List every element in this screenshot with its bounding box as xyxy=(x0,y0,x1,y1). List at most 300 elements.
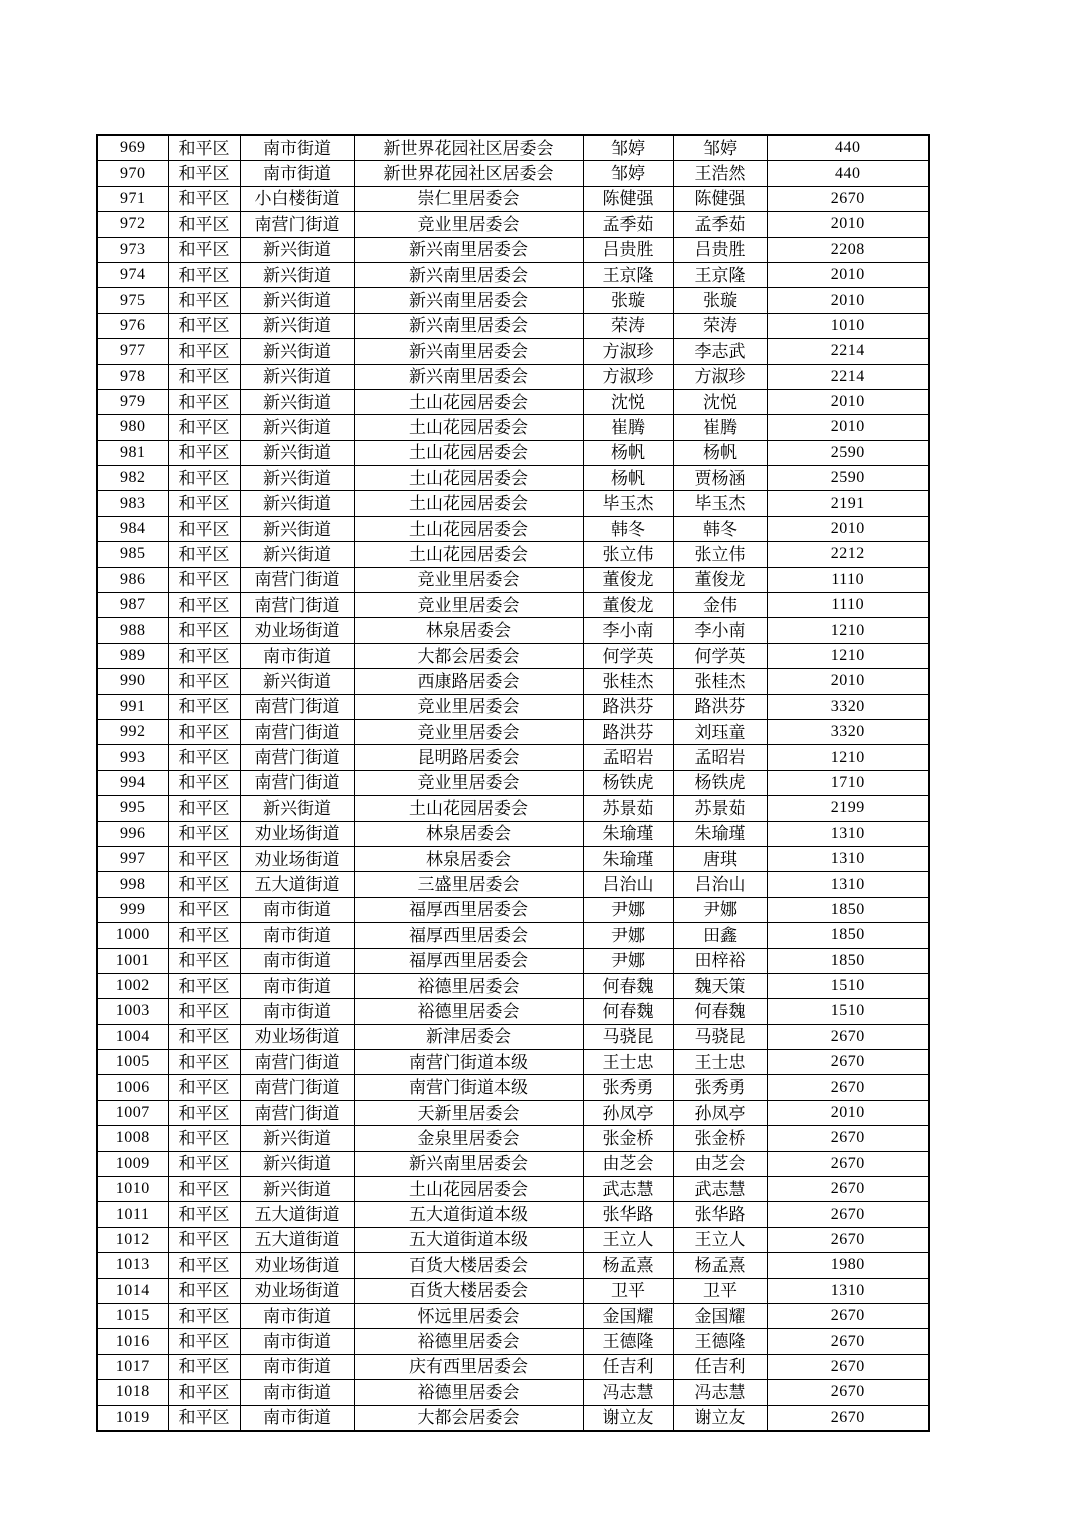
cell-street: 南营门街道 xyxy=(240,770,354,795)
cell-name1: 张金桥 xyxy=(583,1126,673,1151)
cell-street: 南市街道 xyxy=(240,948,354,973)
cell-amount: 1980 xyxy=(767,1253,929,1278)
table-row xyxy=(97,1405,929,1431)
table-row xyxy=(97,694,929,719)
cell-committee: 土山花园居委会 xyxy=(354,389,583,414)
cell-seq: 990 xyxy=(97,669,168,694)
cell-street: 新兴街道 xyxy=(240,389,354,414)
cell-district: 和平区 xyxy=(168,237,240,262)
cell-name2: 朱瑜瑾 xyxy=(673,821,767,846)
cell-street: 劝业场街道 xyxy=(240,846,354,871)
cell-name2: 何学英 xyxy=(673,643,767,668)
cell-seq: 1001 xyxy=(97,948,168,973)
table-row xyxy=(97,1202,929,1227)
cell-name2: 任吉利 xyxy=(673,1354,767,1379)
cell-street: 南市街道 xyxy=(240,135,354,161)
cell-name1: 杨帆 xyxy=(583,466,673,491)
cell-name2: 张桂杰 xyxy=(673,669,767,694)
cell-district: 和平区 xyxy=(168,1278,240,1303)
cell-name2: 谢立友 xyxy=(673,1405,767,1431)
cell-district: 和平区 xyxy=(168,745,240,770)
table-row xyxy=(97,1151,929,1176)
cell-name1: 任吉利 xyxy=(583,1354,673,1379)
cell-amount: 2670 xyxy=(767,1050,929,1075)
table-row xyxy=(97,1024,929,1049)
cell-amount: 2590 xyxy=(767,440,929,465)
cell-seq: 985 xyxy=(97,542,168,567)
cell-amount: 1210 xyxy=(767,618,929,643)
cell-name2: 孟季茹 xyxy=(673,212,767,237)
cell-district: 和平区 xyxy=(168,999,240,1024)
cell-committee: 大都会居委会 xyxy=(354,643,583,668)
table-row xyxy=(97,440,929,465)
cell-name1: 杨帆 xyxy=(583,440,673,465)
cell-street: 劝业场街道 xyxy=(240,618,354,643)
table-row xyxy=(97,1227,929,1252)
cell-committee: 裕德里居委会 xyxy=(354,1329,583,1354)
cell-name1: 尹娜 xyxy=(583,923,673,948)
cell-name2: 张立伟 xyxy=(673,542,767,567)
cell-amount: 2212 xyxy=(767,542,929,567)
cell-amount: 2214 xyxy=(767,364,929,389)
cell-street: 劝业场街道 xyxy=(240,1024,354,1049)
cell-name1: 王士忠 xyxy=(583,1050,673,1075)
cell-district: 和平区 xyxy=(168,948,240,973)
cell-street: 南市街道 xyxy=(240,973,354,998)
cell-amount: 2670 xyxy=(767,1303,929,1328)
cell-name2: 董俊龙 xyxy=(673,567,767,592)
cell-name1: 韩冬 xyxy=(583,516,673,541)
cell-name2: 冯志慧 xyxy=(673,1380,767,1405)
cell-committee: 昆明路居委会 xyxy=(354,745,583,770)
table-row xyxy=(97,389,929,414)
cell-name2: 邹婷 xyxy=(673,135,767,161)
cell-amount: 440 xyxy=(767,161,929,186)
cell-district: 和平区 xyxy=(168,313,240,338)
cell-amount: 1510 xyxy=(767,999,929,1024)
cell-committee: 林泉居委会 xyxy=(354,821,583,846)
cell-district: 和平区 xyxy=(168,542,240,567)
cell-amount: 3320 xyxy=(767,694,929,719)
cell-street: 南营门街道 xyxy=(240,1050,354,1075)
cell-district: 和平区 xyxy=(168,1024,240,1049)
cell-amount: 1310 xyxy=(767,846,929,871)
cell-seq: 1010 xyxy=(97,1177,168,1202)
cell-district: 和平区 xyxy=(168,694,240,719)
cell-seq: 993 xyxy=(97,745,168,770)
table-row xyxy=(97,313,929,338)
table-row xyxy=(97,897,929,922)
cell-committee: 新津居委会 xyxy=(354,1024,583,1049)
cell-seq: 969 xyxy=(97,135,168,161)
table-row xyxy=(97,491,929,516)
cell-seq: 984 xyxy=(97,516,168,541)
cell-seq: 996 xyxy=(97,821,168,846)
cell-name2: 张金桥 xyxy=(673,1126,767,1151)
cell-street: 新兴街道 xyxy=(240,1177,354,1202)
cell-committee: 怀远里居委会 xyxy=(354,1303,583,1328)
cell-name2: 路洪芬 xyxy=(673,694,767,719)
cell-street: 南营门街道 xyxy=(240,745,354,770)
cell-committee: 林泉居委会 xyxy=(354,846,583,871)
cell-street: 新兴街道 xyxy=(240,516,354,541)
cell-committee: 土山花园居委会 xyxy=(354,415,583,440)
cell-seq: 987 xyxy=(97,593,168,618)
cell-seq: 979 xyxy=(97,389,168,414)
cell-committee: 五大道街道本级 xyxy=(354,1202,583,1227)
cell-street: 南市街道 xyxy=(240,897,354,922)
cell-committee: 新世界花园社区居委会 xyxy=(354,161,583,186)
cell-name1: 吕贵胜 xyxy=(583,237,673,262)
table-row xyxy=(97,161,929,186)
cell-district: 和平区 xyxy=(168,1227,240,1252)
cell-name2: 唐琪 xyxy=(673,846,767,871)
table-row xyxy=(97,1253,929,1278)
table-row xyxy=(97,719,929,744)
cell-committee: 土山花园居委会 xyxy=(354,516,583,541)
cell-name2: 刘珏童 xyxy=(673,719,767,744)
cell-amount: 2670 xyxy=(767,1075,929,1100)
cell-street: 新兴街道 xyxy=(240,491,354,516)
cell-name2: 金国耀 xyxy=(673,1303,767,1328)
cell-district: 和平区 xyxy=(168,719,240,744)
cell-district: 和平区 xyxy=(168,262,240,287)
cell-name1: 荣涛 xyxy=(583,313,673,338)
cell-amount: 2590 xyxy=(767,466,929,491)
cell-seq: 1002 xyxy=(97,973,168,998)
cell-seq: 989 xyxy=(97,643,168,668)
cell-seq: 995 xyxy=(97,796,168,821)
cell-district: 和平区 xyxy=(168,288,240,313)
cell-committee: 金泉里居委会 xyxy=(354,1126,583,1151)
cell-amount: 2670 xyxy=(767,1380,929,1405)
cell-name2: 尹娜 xyxy=(673,897,767,922)
cell-seq: 992 xyxy=(97,719,168,744)
cell-seq: 988 xyxy=(97,618,168,643)
cell-name1: 方淑珍 xyxy=(583,339,673,364)
table-row xyxy=(97,948,929,973)
cell-name2: 王士忠 xyxy=(673,1050,767,1075)
cell-seq: 998 xyxy=(97,872,168,897)
table-row xyxy=(97,1354,929,1379)
cell-committee: 三盛里居委会 xyxy=(354,872,583,897)
table-row xyxy=(97,973,929,998)
cell-street: 南市街道 xyxy=(240,1303,354,1328)
cell-amount: 1210 xyxy=(767,643,929,668)
cell-street: 新兴街道 xyxy=(240,364,354,389)
cell-amount: 2010 xyxy=(767,262,929,287)
cell-district: 和平区 xyxy=(168,1405,240,1431)
cell-name2: 李志武 xyxy=(673,339,767,364)
cell-amount: 1310 xyxy=(767,1278,929,1303)
cell-name1: 由芝会 xyxy=(583,1151,673,1176)
cell-street: 新兴街道 xyxy=(240,288,354,313)
cell-name1: 沈悦 xyxy=(583,389,673,414)
cell-amount: 2010 xyxy=(767,516,929,541)
table-row xyxy=(97,1380,929,1405)
residents-table xyxy=(96,134,930,1432)
cell-street: 南营门街道 xyxy=(240,1100,354,1125)
cell-name1: 马骁昆 xyxy=(583,1024,673,1049)
cell-amount: 1710 xyxy=(767,770,929,795)
cell-committee: 竞业里居委会 xyxy=(354,719,583,744)
cell-district: 和平区 xyxy=(168,1253,240,1278)
cell-street: 劝业场街道 xyxy=(240,1253,354,1278)
cell-district: 和平区 xyxy=(168,1303,240,1328)
cell-name2: 崔腾 xyxy=(673,415,767,440)
cell-district: 和平区 xyxy=(168,415,240,440)
cell-street: 劝业场街道 xyxy=(240,821,354,846)
cell-committee: 南营门街道本级 xyxy=(354,1050,583,1075)
cell-district: 和平区 xyxy=(168,796,240,821)
cell-district: 和平区 xyxy=(168,516,240,541)
cell-name1: 何春魏 xyxy=(583,973,673,998)
cell-name2: 孟昭岩 xyxy=(673,745,767,770)
cell-name1: 何春魏 xyxy=(583,999,673,1024)
cell-district: 和平区 xyxy=(168,491,240,516)
cell-amount: 2670 xyxy=(767,1024,929,1049)
cell-street: 五大道街道 xyxy=(240,1202,354,1227)
cell-district: 和平区 xyxy=(168,567,240,592)
cell-name1: 邹婷 xyxy=(583,135,673,161)
cell-committee: 新世界花园社区居委会 xyxy=(354,135,583,161)
cell-street: 南市街道 xyxy=(240,1354,354,1379)
cell-street: 新兴街道 xyxy=(240,237,354,262)
cell-name1: 方淑珍 xyxy=(583,364,673,389)
cell-name1: 朱瑜瑾 xyxy=(583,846,673,871)
cell-district: 和平区 xyxy=(168,161,240,186)
cell-committee: 土山花园居委会 xyxy=(354,796,583,821)
cell-name2: 卫平 xyxy=(673,1278,767,1303)
table-row xyxy=(97,1177,929,1202)
cell-district: 和平区 xyxy=(168,1100,240,1125)
cell-committee: 新兴南里居委会 xyxy=(354,1151,583,1176)
cell-name1: 张立伟 xyxy=(583,542,673,567)
cell-street: 南市街道 xyxy=(240,923,354,948)
cell-district: 和平区 xyxy=(168,821,240,846)
cell-street: 南市街道 xyxy=(240,1329,354,1354)
cell-street: 五大道街道 xyxy=(240,872,354,897)
cell-seq: 1009 xyxy=(97,1151,168,1176)
cell-amount: 1510 xyxy=(767,973,929,998)
cell-committee: 竞业里居委会 xyxy=(354,593,583,618)
cell-name2: 杨帆 xyxy=(673,440,767,465)
table-row xyxy=(97,212,929,237)
cell-amount: 1010 xyxy=(767,313,929,338)
cell-street: 新兴街道 xyxy=(240,1151,354,1176)
cell-name1: 卫平 xyxy=(583,1278,673,1303)
cell-seq: 1000 xyxy=(97,923,168,948)
cell-seq: 980 xyxy=(97,415,168,440)
cell-name1: 尹娜 xyxy=(583,897,673,922)
cell-name1: 董俊龙 xyxy=(583,593,673,618)
cell-seq: 1015 xyxy=(97,1303,168,1328)
cell-name1: 董俊龙 xyxy=(583,567,673,592)
cell-street: 南市街道 xyxy=(240,1380,354,1405)
table-row xyxy=(97,186,929,211)
cell-name2: 王德隆 xyxy=(673,1329,767,1354)
cell-amount: 2010 xyxy=(767,669,929,694)
cell-seq: 973 xyxy=(97,237,168,262)
cell-amount: 1110 xyxy=(767,567,929,592)
table-row xyxy=(97,999,929,1024)
cell-street: 新兴街道 xyxy=(240,796,354,821)
cell-district: 和平区 xyxy=(168,212,240,237)
table-row xyxy=(97,1329,929,1354)
cell-committee: 新兴南里居委会 xyxy=(354,237,583,262)
cell-name1: 张秀勇 xyxy=(583,1075,673,1100)
cell-street: 南营门街道 xyxy=(240,694,354,719)
cell-amount: 1850 xyxy=(767,948,929,973)
cell-seq: 976 xyxy=(97,313,168,338)
cell-committee: 百货大楼居委会 xyxy=(354,1253,583,1278)
table-row xyxy=(97,364,929,389)
cell-amount: 2214 xyxy=(767,339,929,364)
cell-seq: 1014 xyxy=(97,1278,168,1303)
cell-committee: 福厚西里居委会 xyxy=(354,948,583,973)
cell-amount: 2208 xyxy=(767,237,929,262)
table-row xyxy=(97,593,929,618)
cell-seq: 974 xyxy=(97,262,168,287)
cell-district: 和平区 xyxy=(168,1202,240,1227)
cell-name1: 王德隆 xyxy=(583,1329,673,1354)
cell-committee: 庆有西里居委会 xyxy=(354,1354,583,1379)
cell-name2: 马骁昆 xyxy=(673,1024,767,1049)
cell-district: 和平区 xyxy=(168,466,240,491)
cell-name1: 张璇 xyxy=(583,288,673,313)
cell-seq: 986 xyxy=(97,567,168,592)
cell-name1: 张桂杰 xyxy=(583,669,673,694)
cell-seq: 970 xyxy=(97,161,168,186)
cell-street: 南市街道 xyxy=(240,643,354,668)
cell-name1: 杨铁虎 xyxy=(583,770,673,795)
cell-seq: 1018 xyxy=(97,1380,168,1405)
cell-seq: 975 xyxy=(97,288,168,313)
cell-seq: 1005 xyxy=(97,1050,168,1075)
cell-district: 和平区 xyxy=(168,1151,240,1176)
cell-name1: 尹娜 xyxy=(583,948,673,973)
cell-seq: 997 xyxy=(97,846,168,871)
table-row xyxy=(97,516,929,541)
cell-name1: 何学英 xyxy=(583,643,673,668)
cell-name1: 张华路 xyxy=(583,1202,673,1227)
cell-seq: 1008 xyxy=(97,1126,168,1151)
cell-amount: 2191 xyxy=(767,491,929,516)
cell-committee: 福厚西里居委会 xyxy=(354,897,583,922)
cell-amount: 2010 xyxy=(767,288,929,313)
cell-committee: 南营门街道本级 xyxy=(354,1075,583,1100)
cell-seq: 1012 xyxy=(97,1227,168,1252)
cell-district: 和平区 xyxy=(168,186,240,211)
table-row xyxy=(97,618,929,643)
cell-name1: 孙凤亭 xyxy=(583,1100,673,1125)
cell-district: 和平区 xyxy=(168,1380,240,1405)
cell-seq: 981 xyxy=(97,440,168,465)
cell-name2: 陈健强 xyxy=(673,186,767,211)
table-row xyxy=(97,872,929,897)
cell-amount: 2010 xyxy=(767,415,929,440)
cell-name2: 张秀勇 xyxy=(673,1075,767,1100)
table-row xyxy=(97,923,929,948)
cell-district: 和平区 xyxy=(168,389,240,414)
cell-committee: 新兴南里居委会 xyxy=(354,288,583,313)
cell-seq: 982 xyxy=(97,466,168,491)
cell-district: 和平区 xyxy=(168,1050,240,1075)
cell-committee: 土山花园居委会 xyxy=(354,491,583,516)
cell-committee: 土山花园居委会 xyxy=(354,1177,583,1202)
cell-name1: 冯志慧 xyxy=(583,1380,673,1405)
cell-name2: 毕玉杰 xyxy=(673,491,767,516)
cell-district: 和平区 xyxy=(168,135,240,161)
cell-street: 新兴街道 xyxy=(240,440,354,465)
cell-amount: 440 xyxy=(767,135,929,161)
table-row xyxy=(97,846,929,871)
table-row xyxy=(97,1050,929,1075)
table-row xyxy=(97,669,929,694)
table-row xyxy=(97,1278,929,1303)
cell-name2: 由芝会 xyxy=(673,1151,767,1176)
cell-district: 和平区 xyxy=(168,973,240,998)
cell-name2: 魏天策 xyxy=(673,973,767,998)
cell-name2: 孙凤亭 xyxy=(673,1100,767,1125)
cell-amount: 2670 xyxy=(767,1354,929,1379)
cell-name2: 吕贵胜 xyxy=(673,237,767,262)
cell-amount: 2670 xyxy=(767,1126,929,1151)
cell-name1: 谢立友 xyxy=(583,1405,673,1431)
cell-amount: 1210 xyxy=(767,745,929,770)
table-row xyxy=(97,567,929,592)
cell-amount: 2199 xyxy=(767,796,929,821)
cell-seq: 1006 xyxy=(97,1075,168,1100)
cell-name1: 杨孟熹 xyxy=(583,1253,673,1278)
table-row xyxy=(97,288,929,313)
cell-name2: 方淑珍 xyxy=(673,364,767,389)
cell-district: 和平区 xyxy=(168,872,240,897)
cell-name1: 崔腾 xyxy=(583,415,673,440)
cell-seq: 1007 xyxy=(97,1100,168,1125)
cell-committee: 西康路居委会 xyxy=(354,669,583,694)
cell-street: 劝业场街道 xyxy=(240,1278,354,1303)
cell-street: 南市街道 xyxy=(240,161,354,186)
cell-name1: 路洪芬 xyxy=(583,694,673,719)
cell-seq: 983 xyxy=(97,491,168,516)
cell-name1: 邹婷 xyxy=(583,161,673,186)
cell-committee: 新兴南里居委会 xyxy=(354,262,583,287)
cell-committee: 竞业里居委会 xyxy=(354,567,583,592)
cell-street: 南营门街道 xyxy=(240,593,354,618)
cell-committee: 裕德里居委会 xyxy=(354,973,583,998)
cell-name1: 金国耀 xyxy=(583,1303,673,1328)
table-row xyxy=(97,542,929,567)
table-row xyxy=(97,745,929,770)
table-row xyxy=(97,770,929,795)
cell-name2: 王京隆 xyxy=(673,262,767,287)
table-row xyxy=(97,262,929,287)
cell-committee: 百货大楼居委会 xyxy=(354,1278,583,1303)
cell-district: 和平区 xyxy=(168,643,240,668)
cell-district: 和平区 xyxy=(168,618,240,643)
cell-name2: 王浩然 xyxy=(673,161,767,186)
cell-district: 和平区 xyxy=(168,593,240,618)
cell-amount: 2670 xyxy=(767,186,929,211)
table-row xyxy=(97,1303,929,1328)
cell-amount: 1850 xyxy=(767,923,929,948)
cell-seq: 999 xyxy=(97,897,168,922)
cell-street: 南营门街道 xyxy=(240,567,354,592)
cell-amount: 2670 xyxy=(767,1177,929,1202)
cell-amount: 2010 xyxy=(767,389,929,414)
cell-amount: 2670 xyxy=(767,1329,929,1354)
